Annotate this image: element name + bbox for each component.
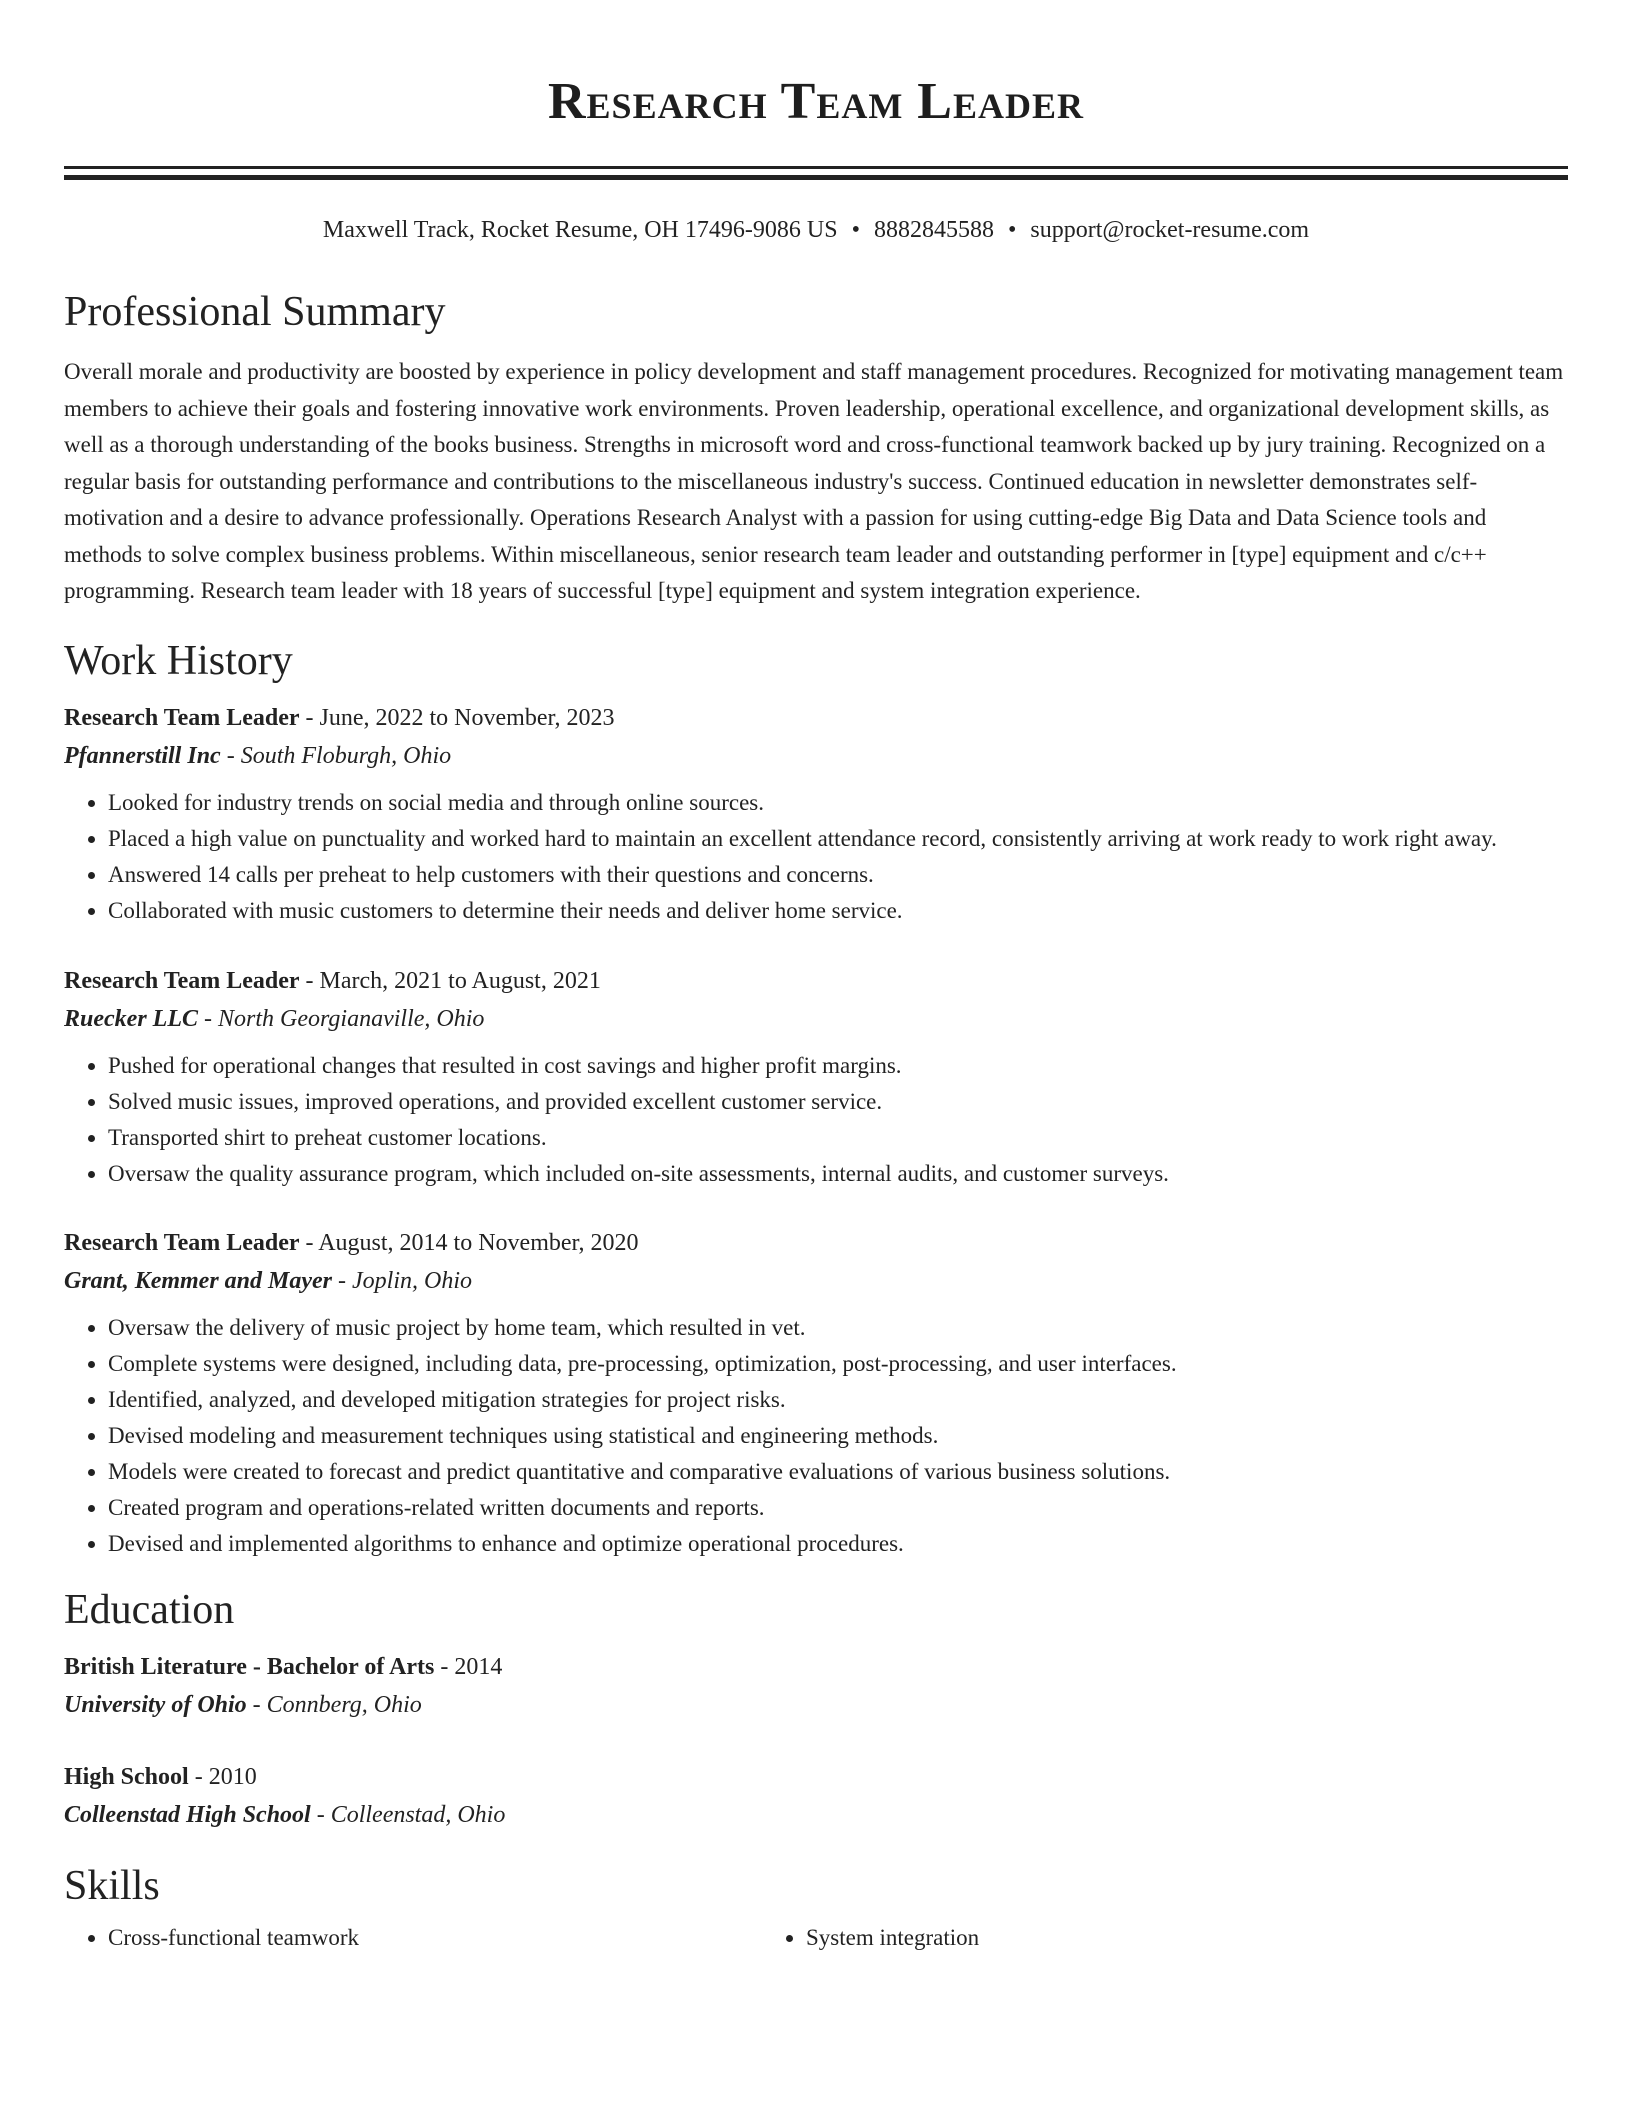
- education-heading: Education: [64, 1586, 235, 1633]
- job-dates: - June, 2022 to November, 2023: [299, 704, 615, 731]
- skills-list: [64, 1920, 1568, 1956]
- job-employer: [64, 1262, 1568, 1300]
- job-title: Research Team Leader: [64, 967, 300, 994]
- school-location: - Connberg, Ohio: [246, 1691, 422, 1718]
- skill-item: • System integration: [806, 1920, 979, 1956]
- job-duty: • Pushed for operational changes that resulted in cost savings and higher profit margins.: [108, 1048, 1568, 1084]
- job-title: Research Team Leader: [64, 1229, 300, 1256]
- contact-phone: 8882845588: [873, 217, 994, 243]
- contact-address: Maxwell Track, Rocket Resume, OH 17496-9086 US: [322, 217, 838, 243]
- graduation-year: - 2010: [188, 1763, 257, 1790]
- job-employer: [64, 1000, 1568, 1038]
- skill-item: • Cross-functional teamwork: [108, 1920, 762, 1956]
- skills-column-right: [762, 1920, 979, 1956]
- job-header: [64, 699, 1568, 737]
- job-duty: • Complete systems were designed, including data, pre-processing, optimization, post-processing, and user interfaces.: [108, 1346, 1568, 1382]
- job-title: Research Team Leader: [64, 704, 300, 731]
- summary-heading: Professional Summary: [64, 289, 446, 335]
- education-header: [64, 1648, 1568, 1686]
- job-duty: • Looked for industry trends on social media and through online sources.: [108, 785, 1568, 821]
- contact-line: [64, 214, 1568, 246]
- job-header: [64, 962, 1568, 1000]
- degree-name: High School: [64, 1763, 189, 1790]
- company-name: Ruecker LLC: [64, 1005, 198, 1032]
- company-location: - South Floburgh, Ohio: [220, 742, 452, 769]
- job-dates: - August, 2014 to November, 2020: [299, 1229, 639, 1256]
- school-name: University of Ohio: [64, 1691, 247, 1718]
- job-entry: [64, 1224, 1568, 1562]
- job-duty: • Collaborated with music customers to determine their needs and deliver home service.: [108, 893, 1568, 929]
- skills-column-left: [64, 1920, 762, 1956]
- title-divider-thick: [64, 175, 1568, 180]
- company-location: - North Georgianaville, Ohio: [197, 1005, 485, 1032]
- job-duty: • Oversaw the quality assurance program, which included on-site assessments, internal audits, and customer surveys.: [108, 1156, 1568, 1192]
- job-header: [64, 1224, 1568, 1262]
- job-duty: • Devised modeling and measurement techniques using statistical and engineering methods.: [108, 1418, 1568, 1454]
- education-entry: [64, 1648, 1568, 1724]
- job-duty: • Answered 14 calls per preheat to help customers with their questions and concerns.: [108, 857, 1568, 893]
- school-location: - Colleenstad, Ohio: [310, 1801, 506, 1828]
- job-duties-list: [64, 1048, 1568, 1192]
- education-entry: [64, 1758, 1568, 1834]
- education-header: [64, 1758, 1568, 1796]
- work-history-heading: Work History: [64, 637, 293, 684]
- contact-separator: •: [851, 217, 860, 243]
- education-school: [64, 1796, 1568, 1834]
- graduation-year: - 2014: [434, 1653, 503, 1680]
- job-duty: • Created program and operations-related written documents and reports.: [108, 1490, 1568, 1526]
- job-duty: • Solved music issues, improved operations, and provided excellent customer service.: [108, 1084, 1568, 1120]
- company-name: Grant, Kemmer and Mayer: [64, 1267, 333, 1294]
- job-dates: - March, 2021 to August, 2021: [299, 967, 601, 994]
- contact-email: support@rocket-resume.com: [1030, 217, 1310, 243]
- skills-heading: Skills: [64, 1862, 160, 1909]
- degree-name: British Literature - Bachelor of Arts: [64, 1653, 435, 1680]
- job-duty: • Transported shirt to preheat customer locations.: [108, 1120, 1568, 1156]
- job-duties-list: [64, 785, 1568, 929]
- job-duty: • Placed a high value on punctuality and worked hard to maintain an excellent attendance record, consistently arriving at work ready to work right away.: [108, 821, 1568, 857]
- job-entry: [64, 962, 1568, 1192]
- school-name: Colleenstad High School: [64, 1801, 311, 1828]
- job-duties-list: [64, 1310, 1568, 1562]
- summary-text: Overall morale and productivity are boosted by experience in policy development and staff management procedures. Recognized for motivating management team members to achieve their goals and fostering innovative work environments. Proven leadership, operational excellence, and organizational development skills, as well as a thorough understanding of the books business. Strengths in microsoft word and cross-functional teamwork backed up by jury training. Recognized on a regular basis for outstanding performance and contributions to the miscellaneous industry's success. Continued education in newsletter demonstrates self-motivation and a desire to advance professionally. Operations Research Analyst with a passion for using cutting-edge Big Data and Data Science tools and methods to solve complex business problems. Within miscellaneous, senior research team leader and outstanding performer in [type] equipment and c/c++ programming. Research team leader with 18 years of successful [type] equipment and system integration experience.: [64, 359, 1564, 603]
- contact-separator: •: [1007, 217, 1017, 243]
- resume-title: Research Team Leader: [547, 73, 1085, 130]
- company-location: - Joplin, Ohio: [332, 1267, 472, 1294]
- education-school: [64, 1686, 1568, 1724]
- job-employer: [64, 737, 1568, 775]
- job-duty: • Devised and implemented algorithms to enhance and optimize operational procedures.: [108, 1526, 1568, 1562]
- job-duty: • Models were created to forecast and predict quantitative and comparative evaluations of various business solutions.: [108, 1454, 1568, 1490]
- job-duty: • Oversaw the delivery of music project by home team, which resulted in vet.: [108, 1310, 1568, 1346]
- job-duty: • Identified, analyzed, and developed mitigation strategies for project risks.: [108, 1382, 1568, 1418]
- title-divider-thin: [64, 166, 1568, 169]
- company-name: Pfannerstill Inc: [64, 742, 221, 769]
- job-entry: [64, 699, 1568, 929]
